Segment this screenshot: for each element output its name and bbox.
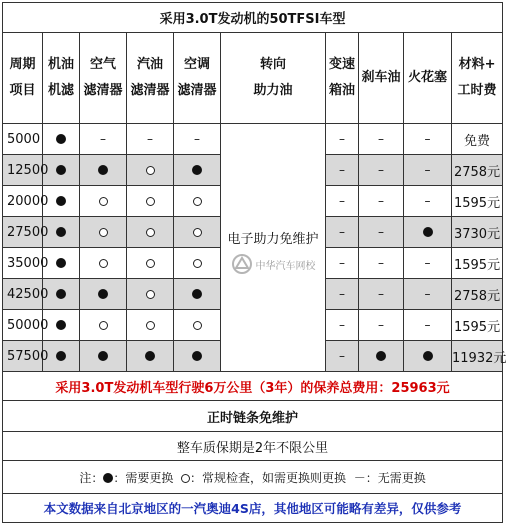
row-cost: 1595元 [452, 310, 503, 341]
not-needed-dash-icon: – [424, 193, 431, 208]
replace-dot-icon [98, 351, 108, 361]
oil-filter-mark [43, 310, 80, 341]
table-row [3, 124, 503, 155]
air-filter-mark [80, 341, 127, 372]
row-km: 12500 [3, 155, 43, 186]
replace-dot-icon [56, 165, 66, 175]
spark-plug-mark [404, 155, 452, 186]
gearbox-oil-mark [326, 248, 359, 279]
not-needed-dash-icon: – [339, 348, 345, 363]
header-air-filter: 空气 滤清器 [80, 33, 127, 124]
brake-fluid-mark [359, 279, 404, 310]
source-note-row [3, 494, 503, 523]
oil-filter-mark [43, 279, 80, 310]
spark-plug-mark [404, 310, 452, 341]
not-needed-dash-icon: – [378, 193, 384, 208]
inspect-ring-icon [146, 259, 155, 268]
row-km: 35000 [3, 248, 43, 279]
inspect-ring-icon [99, 197, 108, 206]
oil-filter-mark [43, 155, 80, 186]
brake-fluid-mark [359, 124, 404, 155]
gearbox-oil-mark [326, 124, 359, 155]
not-needed-dash-icon: – [378, 255, 384, 270]
spark-plug-mark [404, 341, 452, 372]
replace-dot-icon [56, 258, 66, 268]
fuel-filter-mark [127, 341, 174, 372]
ac-filter-mark [174, 310, 221, 341]
row-cost: 2758元 [452, 279, 503, 310]
gearbox-oil-mark [326, 217, 359, 248]
replace-dot-icon [56, 227, 66, 237]
fuel-filter-mark [127, 155, 174, 186]
inspect-ring-icon [99, 228, 108, 237]
not-needed-dash-icon: – [378, 131, 384, 146]
brake-fluid-mark [359, 155, 404, 186]
air-filter-mark [80, 279, 127, 310]
legend-ring-label: ：常规检查，如需更换则更换 [190, 470, 347, 485]
air-filter-mark [80, 124, 127, 155]
gearbox-oil-mark [326, 279, 359, 310]
steering-note: 电子助力免维护 [227, 232, 319, 247]
ac-filter-mark [174, 341, 221, 372]
replace-dot-icon [192, 351, 202, 361]
ac-filter-mark [174, 248, 221, 279]
ac-filter-mark [174, 186, 221, 217]
watermark-logo [221, 253, 325, 275]
air-filter-mark [80, 186, 127, 217]
row-km: 57500 [3, 341, 43, 372]
inspect-ring-icon [146, 197, 155, 206]
inspect-ring-icon [193, 259, 202, 268]
inspect-ring-icon [146, 290, 155, 299]
inspect-ring-icon [99, 321, 108, 330]
fuel-filter-mark [127, 310, 174, 341]
row-km: 5000 [3, 124, 43, 155]
air-filter-mark [80, 217, 127, 248]
gearbox-oil-mark [326, 310, 359, 341]
header-brake-fluid: 刹车油 [359, 33, 404, 124]
not-needed-dash-icon: – [424, 162, 431, 177]
fuel-filter-mark [127, 186, 174, 217]
header-spark-plug: 火花塞 [404, 33, 452, 124]
legend-prefix: 注： [79, 470, 104, 485]
brake-fluid-mark [359, 341, 404, 372]
not-needed-dash-icon: – [424, 317, 431, 332]
ac-filter-mark [174, 124, 221, 155]
replace-dot-icon [98, 289, 108, 299]
row-cost: 免费 [452, 124, 503, 155]
replace-dot-icon [192, 289, 202, 299]
replace-dot-icon [56, 320, 66, 330]
brake-fluid-mark [359, 310, 404, 341]
row-km: 50000 [3, 310, 43, 341]
not-needed-dash-icon: – [378, 317, 384, 332]
inspect-ring-icon [146, 166, 155, 175]
oil-filter-mark [43, 217, 80, 248]
watermark-text: 中华汽车网校 [255, 260, 316, 272]
oil-filter-mark [43, 248, 80, 279]
fuel-filter-mark [127, 217, 174, 248]
inspect-ring-icon [146, 228, 155, 237]
fuel-filter-mark [127, 279, 174, 310]
inspect-ring-icon [193, 228, 202, 237]
brake-fluid-mark [359, 186, 404, 217]
legend-dot-label: ：需要更换 [113, 470, 174, 485]
replace-dot-icon [56, 289, 66, 299]
legend-ring-icon [181, 474, 190, 483]
ac-filter-mark [174, 217, 221, 248]
legend-dash-label: －：无需更换 [353, 470, 426, 485]
replace-dot-icon [98, 165, 108, 175]
total-cost-summary-row [3, 372, 503, 401]
gearbox-oil-mark [326, 155, 359, 186]
fuel-filter-mark [127, 248, 174, 279]
not-needed-dash-icon: – [339, 131, 345, 146]
brake-fluid-mark [359, 217, 404, 248]
total-cost-summary: 采用3.0T发动机车型行驶6万公里（3年）的保养总费用：25963元 [3, 372, 503, 401]
legend-dot-icon [103, 473, 113, 483]
row-cost: 3730元 [452, 217, 503, 248]
replace-dot-icon [376, 351, 386, 361]
not-needed-dash-icon: – [339, 317, 345, 332]
ac-filter-mark [174, 279, 221, 310]
replace-dot-icon [56, 134, 66, 144]
header-oil-filter: 机油 机滤 [43, 33, 80, 124]
legend [3, 461, 503, 494]
legend-row [3, 461, 503, 494]
spark-plug-mark [404, 248, 452, 279]
spark-plug-mark [404, 217, 452, 248]
oil-filter-mark [43, 124, 80, 155]
timing-chain-note-row [3, 401, 503, 432]
inspect-ring-icon [146, 321, 155, 330]
air-filter-mark [80, 310, 127, 341]
maintenance-table [2, 2, 506, 523]
inspect-ring-icon [193, 321, 202, 330]
gearbox-oil-mark [326, 186, 359, 217]
not-needed-dash-icon: – [194, 131, 200, 146]
timing-chain-note: 正时链条免维护 [3, 401, 503, 432]
not-needed-dash-icon: – [339, 224, 345, 239]
fuel-filter-mark [127, 124, 174, 155]
row-cost: 1595元 [452, 186, 503, 217]
spark-plug-mark [404, 186, 452, 217]
inspect-ring-icon [193, 197, 202, 206]
header-row [3, 33, 503, 124]
replace-dot-icon [423, 227, 433, 237]
spark-plug-mark [404, 279, 452, 310]
not-needed-dash-icon: – [378, 286, 384, 301]
source-note: 本文数据来自北京地区的一汽奥迪4S店，其他地区可能略有差异，仅供参考 [3, 494, 503, 523]
steering-note-cell [221, 124, 326, 372]
spark-plug-mark [404, 124, 452, 155]
not-needed-dash-icon: – [378, 224, 384, 239]
not-needed-dash-icon: – [100, 131, 106, 146]
not-needed-dash-icon: – [339, 193, 345, 208]
replace-dot-icon [56, 351, 66, 361]
header-cost: 材料+ 工时费 [452, 33, 503, 124]
row-km: 27500 [3, 217, 43, 248]
not-needed-dash-icon: – [339, 162, 345, 177]
inspect-ring-icon [99, 259, 108, 268]
warranty-note: 整车质保期是2年不限公里 [3, 432, 503, 461]
not-needed-dash-icon: – [339, 255, 345, 270]
not-needed-dash-icon: – [147, 131, 153, 146]
air-filter-mark [80, 248, 127, 279]
header-period: 周期 项目 [3, 33, 43, 124]
not-needed-dash-icon: – [424, 131, 431, 146]
row-km: 42500 [3, 279, 43, 310]
row-km: 20000 [3, 186, 43, 217]
oil-filter-mark [43, 341, 80, 372]
not-needed-dash-icon: – [424, 255, 431, 270]
header-steering: 转向 助力油 [221, 33, 326, 124]
row-cost: 2758元 [452, 155, 503, 186]
header-gearbox: 变速 箱油 [326, 33, 359, 124]
not-needed-dash-icon: – [378, 162, 384, 177]
not-needed-dash-icon: – [424, 286, 431, 301]
watermark-icon [231, 253, 253, 275]
replace-dot-icon [423, 351, 433, 361]
header-ac-filter: 空调 滤清器 [174, 33, 221, 124]
replace-dot-icon [56, 196, 66, 206]
row-cost: 1595元 [452, 248, 503, 279]
row-cost: 11932元 [452, 341, 503, 372]
replace-dot-icon [145, 351, 155, 361]
not-needed-dash-icon: – [339, 286, 345, 301]
gearbox-oil-mark [326, 341, 359, 372]
header-fuel-filter: 汽油 滤清器 [127, 33, 174, 124]
oil-filter-mark [43, 186, 80, 217]
warranty-note-row [3, 432, 503, 461]
air-filter-mark [80, 155, 127, 186]
brake-fluid-mark [359, 248, 404, 279]
replace-dot-icon [192, 165, 202, 175]
table-title: 采用3.0T发动机的50TFSI车型 [3, 3, 503, 33]
ac-filter-mark [174, 155, 221, 186]
